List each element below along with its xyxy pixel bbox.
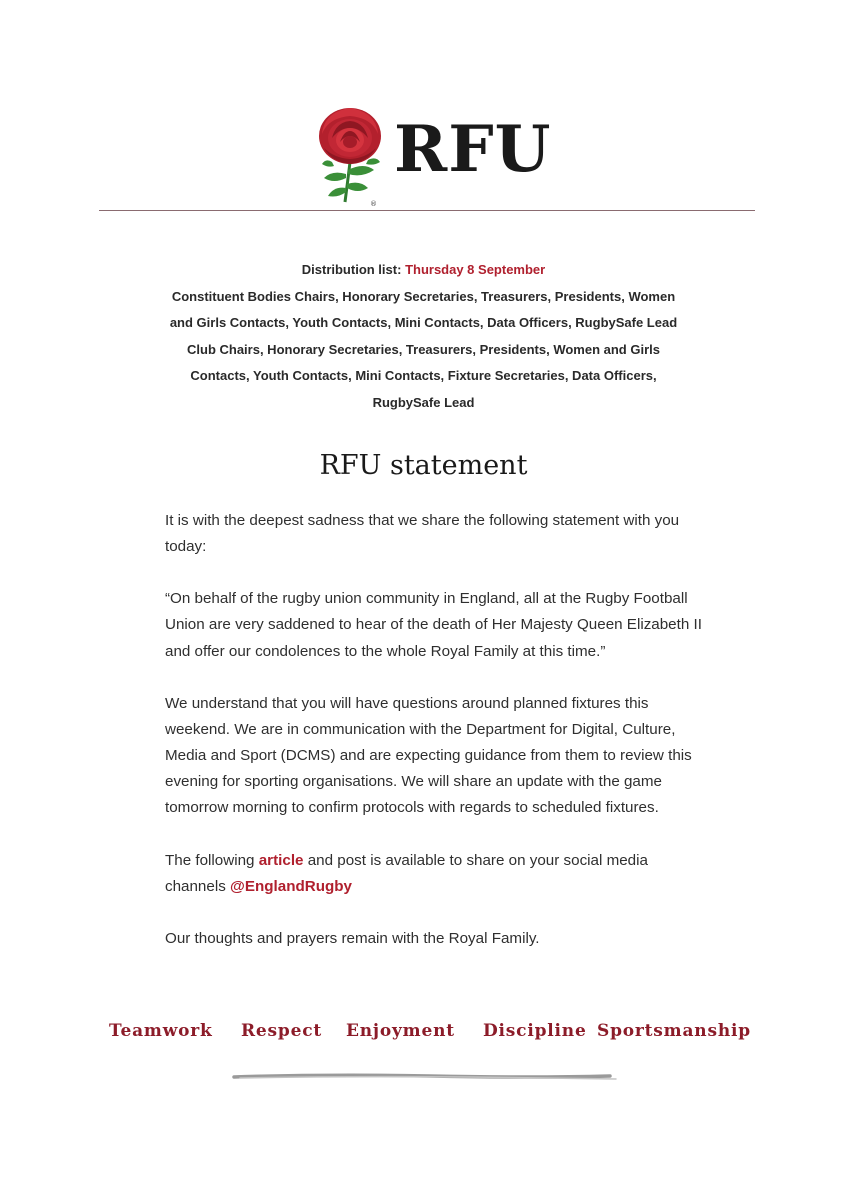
footer-divider xyxy=(230,1071,620,1083)
paragraph-fixtures: We understand that you will have questions around planned fixtures this weekend. We are in communication with the Department for Digital, Culture, Media and Sport (DCMS) and are expecting guidance from them to review this evening for sporting organisations. We will share an update with the game tomorrow morning to confirm protocols with regards to scheduled fixtures. xyxy=(165,694,692,817)
value-enjoyment: Enjoyment xyxy=(346,1021,455,1041)
value-teamwork: Teamwork xyxy=(109,1021,213,1041)
paragraph-share xyxy=(165,848,705,900)
share-text-middle: and post is available to share on your social media channels xyxy=(165,851,648,895)
distribution-date: Thursday 8 September xyxy=(405,262,546,277)
value-discipline: Discipline xyxy=(483,1021,587,1041)
rose-icon xyxy=(312,104,388,208)
core-values xyxy=(100,1021,760,1051)
header-divider xyxy=(99,210,755,211)
distribution-header xyxy=(140,257,707,284)
page-title: RFU statement xyxy=(319,450,528,481)
rfu-logo xyxy=(308,104,552,208)
svg-text:®: ® xyxy=(370,200,377,208)
distribution-list xyxy=(140,257,707,416)
paragraph-intro: It is with the deepest sadness that we share the following statement with you today: xyxy=(165,512,680,556)
distribution-line: Club Chairs, Honorary Secretaries, Treasurers, Presidents, Women and Girls xyxy=(187,341,660,357)
share-text-start: The following xyxy=(165,851,255,869)
distribution-label: Distribution list: xyxy=(301,262,402,277)
statement-body xyxy=(165,508,705,952)
distribution-line: RugbySafe Lead xyxy=(372,394,475,410)
value-respect: Respect xyxy=(241,1021,323,1041)
value-sportsmanship: Sportsmanship xyxy=(597,1021,751,1041)
distribution-line: Contacts, Youth Contacts, Mini Contacts, Fixture Secretaries, Data Officers, xyxy=(190,368,657,383)
article-link[interactable]: article xyxy=(258,851,304,869)
england-rugby-link[interactable]: @EnglandRugby xyxy=(230,877,352,895)
distribution-line: and Girls Contacts, Youth Contacts, Mini Contacts, Data Officers, RugbySafe Lead xyxy=(169,315,678,330)
distribution-line: Constituent Bodies Chairs, Honorary Secretaries, Treasurers, Presidents, Women xyxy=(171,288,676,304)
brand-name: RFU xyxy=(394,112,552,187)
paragraph-quote: “On behalf of the rugby union community in England, all at the Rugby Football Union are very saddened to hear of the death of Her Majesty Queen Elizabeth II and offer our condolences to the whole Royal Family at this time.” xyxy=(165,590,702,660)
paragraph-closing: Our thoughts and prayers remain with the Royal Family. xyxy=(165,929,540,947)
